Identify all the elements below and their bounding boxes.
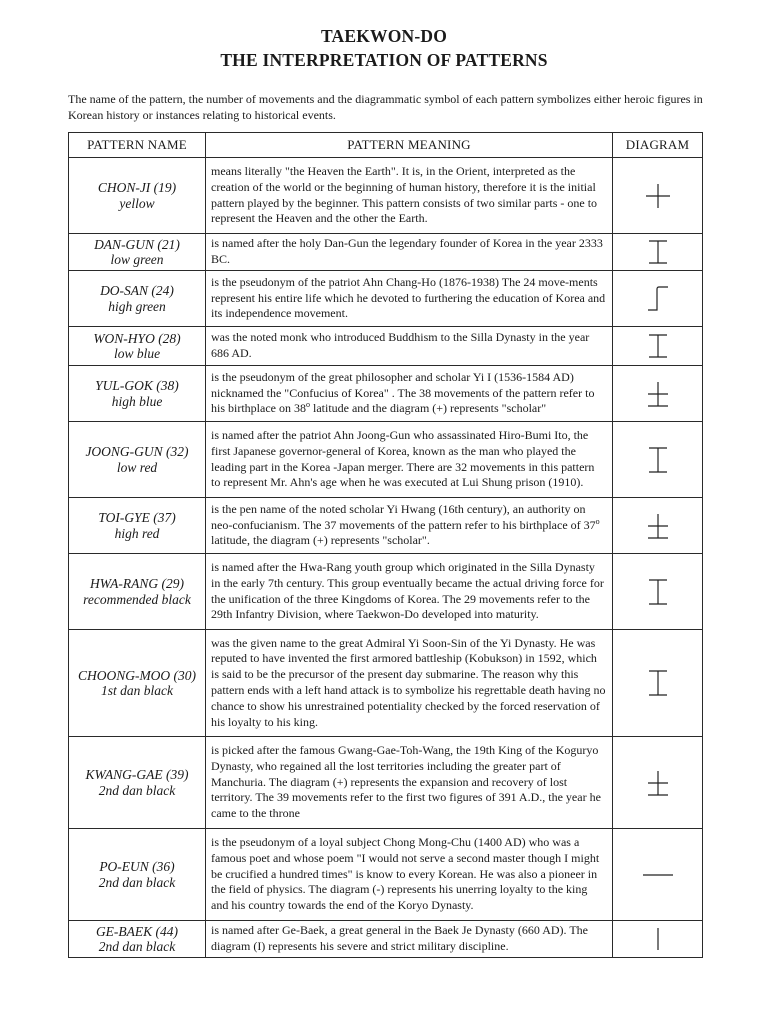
header-pattern-name: PATTERN NAME: [69, 133, 206, 158]
belt-rank: low blue: [113, 346, 161, 361]
meaning-text: is the pen name of the noted scholar Yi Hwang (16th century), an authority on neo-confucianism. The 37 movements of the pattern refer to his birthplace of 37: [211, 501, 596, 532]
diagram-cell: [613, 327, 703, 366]
pattern-meaning: [206, 366, 613, 422]
pattern-meaning: is the pseudonym of a loyal subject Chong Mong-Chu (1400 AD) who was a famous poet and whose poem "I would not serve a second master though I might be crucified a hundred times" is know to every Korean. He was also a pioneer in the field of physics. The diagram (-) represents his unerring loyalty to the king and his country towards the end of the Koryo Dynasty.: [206, 829, 613, 921]
pattern-name-cell: [69, 158, 206, 234]
pattern-name: KWANG-GAE (39): [85, 767, 189, 782]
pattern-meaning: is picked after the famous Gwang-Gae-Toh-Wang, the 19th King of the Koguryo Dynasty, who regained all the lost territories including the greater part of Manchuria. The diagram (+) represents the expansion and recovery of lost territory. The 39 movements refer to the first two figures of 391 A.D., the year he came to the throne: [206, 737, 613, 829]
pattern-name-cell: [69, 737, 206, 829]
horizontal-line-symbol-icon: [641, 870, 675, 880]
pattern-name-cell: [69, 327, 206, 366]
i-beam-symbol-icon: [643, 239, 673, 265]
table-row: [69, 630, 703, 737]
meaning-text: latitude, the diagram (+) represents "scholar".: [211, 533, 430, 548]
pattern-meaning: is named after the holy Dan-Gun the legendary founder of Korea in the year 2333 BC.: [206, 234, 613, 271]
meaning-text: latitude and the diagram (+) represents "scholar": [309, 401, 547, 416]
pattern-name: PO-EUN (36): [99, 859, 175, 874]
scholar-symbol-icon: [643, 512, 673, 540]
table-row: [69, 422, 703, 498]
pattern-meaning: is the pseudonym of the patriot Ahn Chang-Ho (1876-1938) The 24 move-ments represent his entire life which he devoted to furthering the education of Korea and its independence movement.: [206, 271, 613, 327]
table-row: [69, 921, 703, 958]
pattern-name: HWA-RANG (29): [90, 576, 184, 591]
pattern-name-cell: [69, 271, 206, 327]
pattern-name: DAN-GUN (21): [94, 236, 180, 252]
pattern-name: WON-HYO (28): [93, 330, 181, 346]
vertical-line-symbol-icon: [653, 926, 663, 952]
belt-rank: 2nd dan black: [98, 874, 176, 890]
pattern-name: CHOONG-MOO (30): [77, 667, 197, 683]
degree-mark: o: [595, 516, 600, 526]
meaning-text: is the pseudonym of the great philosopher and scholar Yi I (1536-1584 AD) nicknamed the "Confucius of Korea" . The 38 movements of the pattern refer to his birthplace on 38: [211, 369, 595, 416]
pattern-name-cell: [69, 921, 206, 958]
pattern-name: CHON-JI (19): [97, 180, 177, 195]
pattern-meaning: [206, 498, 613, 554]
degree-mark: o: [305, 400, 310, 410]
belt-rank: 2nd dan black: [98, 939, 176, 954]
table-row: [69, 366, 703, 422]
i-beam-symbol-icon: [643, 333, 673, 359]
pattern-meaning: is named after the patriot Ahn Joong-Gun who assassinated Hiro-Bumi Ito, the first Japanese governor-general of Korea, known as the man who played the leading part in the Korea -Japan merger. There are 32 movements in this pattern to represent Mr. Ahn's age when he was executed at Lui Shung prison (1910).: [206, 422, 613, 498]
pattern-meaning: was the noted monk who introduced Buddhism to the Silla Dynasty in the year 686 AD.: [206, 327, 613, 366]
pattern-name-cell: [69, 554, 206, 630]
document-subtitle: THE INTERPRETATION OF PATTERNS: [220, 50, 548, 70]
belt-rank: yellow: [119, 195, 155, 211]
table-row: [69, 158, 703, 234]
diagram-cell: [613, 366, 703, 422]
plus-symbol-icon: [643, 181, 673, 211]
diagram-cell: [613, 921, 703, 958]
diagram-cell: [613, 234, 703, 271]
pattern-name-cell: [69, 630, 206, 737]
pattern-name: GE-BAEK (44): [95, 923, 179, 939]
document-title: TAEKWON-DO: [320, 26, 448, 46]
belt-rank: low green: [110, 252, 164, 267]
step-symbol-icon: [643, 284, 673, 314]
header-row: [69, 133, 703, 158]
diagram-cell: [613, 737, 703, 829]
table-row: [69, 498, 703, 554]
diagram-cell: [613, 422, 703, 498]
belt-rank: high green: [108, 298, 166, 314]
belt-rank: high red: [114, 525, 160, 541]
pattern-meaning: is named after Ge-Baek, a great general in the Baek Je Dynasty (660 AD). The diagram (I) represents his severe and strict military discipline.: [206, 921, 613, 958]
i-beam-symbol-icon: [643, 578, 673, 606]
pattern-meaning: was the given name to the great Admiral Yi Soon-Sin of the Yi Dynasty. He was reputed to have invented the first armored battleship (Kobukson) in 1592, which is said to be the precursor of the present day submarine. The reason why this pattern ends with a left hand attack is to symbolize his regrettable death having no chance to show his unrestrained potentiality checked by the forced reservation of his loyalty to his king.: [206, 630, 613, 737]
pattern-meaning: means literally "the Heaven the Earth". It is, in the Orient, interpreted as the creation of the world or the beginning of human history, therefore it is the initial pattern played by the beginner. This pattern consists of two similar parts - one to represent the Heaven and the other the Earth.: [206, 158, 613, 234]
belt-rank: recommended black: [83, 591, 191, 607]
table-row: [69, 737, 703, 829]
diagram-cell: [613, 271, 703, 327]
scholar-symbol-icon: [643, 769, 673, 797]
belt-rank: low red: [116, 459, 158, 475]
belt-rank: 1st dan black: [101, 683, 173, 698]
i-beam-symbol-icon: [643, 669, 673, 697]
table-row: [69, 829, 703, 921]
pattern-name: YUL-GOK (38): [95, 378, 179, 393]
patterns-table: [68, 132, 703, 958]
table-row: [69, 327, 703, 366]
pattern-name-cell: [69, 366, 206, 422]
diagram-cell: [613, 498, 703, 554]
pattern-name-cell: [69, 422, 206, 498]
belt-rank: high blue: [111, 393, 163, 409]
table-row: [69, 234, 703, 271]
pattern-meaning: is named after the Hwa-Rang youth group which originated in the Silla Dynasty in the early 7th century. This group eventually became the actual driving force for the unification of the three Kingdoms of Korea. The 29 movements refer to the 29th Infantry Division, where Taekwon-Do developed into maturity.: [206, 554, 613, 630]
pattern-name-cell: [69, 829, 206, 921]
table-row: [69, 271, 703, 327]
pattern-name-cell: [69, 498, 206, 554]
intro-paragraph: The name of the pattern, the number of movements and the diagrammatic symbol of each pattern symbolizes either heroic figures in Korean history or instances relating to historical events.: [68, 92, 703, 122]
diagram-cell: [613, 829, 703, 921]
header-diagram: DIAGRAM: [613, 133, 703, 158]
diagram-cell: [613, 630, 703, 737]
pattern-name: JOONG-GUN (32): [85, 444, 189, 459]
header-pattern-meaning: PATTERN MEANING: [206, 133, 613, 158]
diagram-cell: [613, 158, 703, 234]
pattern-name-cell: [69, 234, 206, 271]
scholar-symbol-icon: [643, 380, 673, 408]
belt-rank: 2nd dan black: [98, 782, 176, 798]
diagram-cell: [613, 554, 703, 630]
table-row: [69, 554, 703, 630]
pattern-name: TOI-GYE (37): [98, 510, 176, 525]
i-beam-symbol-icon: [643, 446, 673, 474]
pattern-name: DO-SAN (24): [100, 283, 174, 298]
